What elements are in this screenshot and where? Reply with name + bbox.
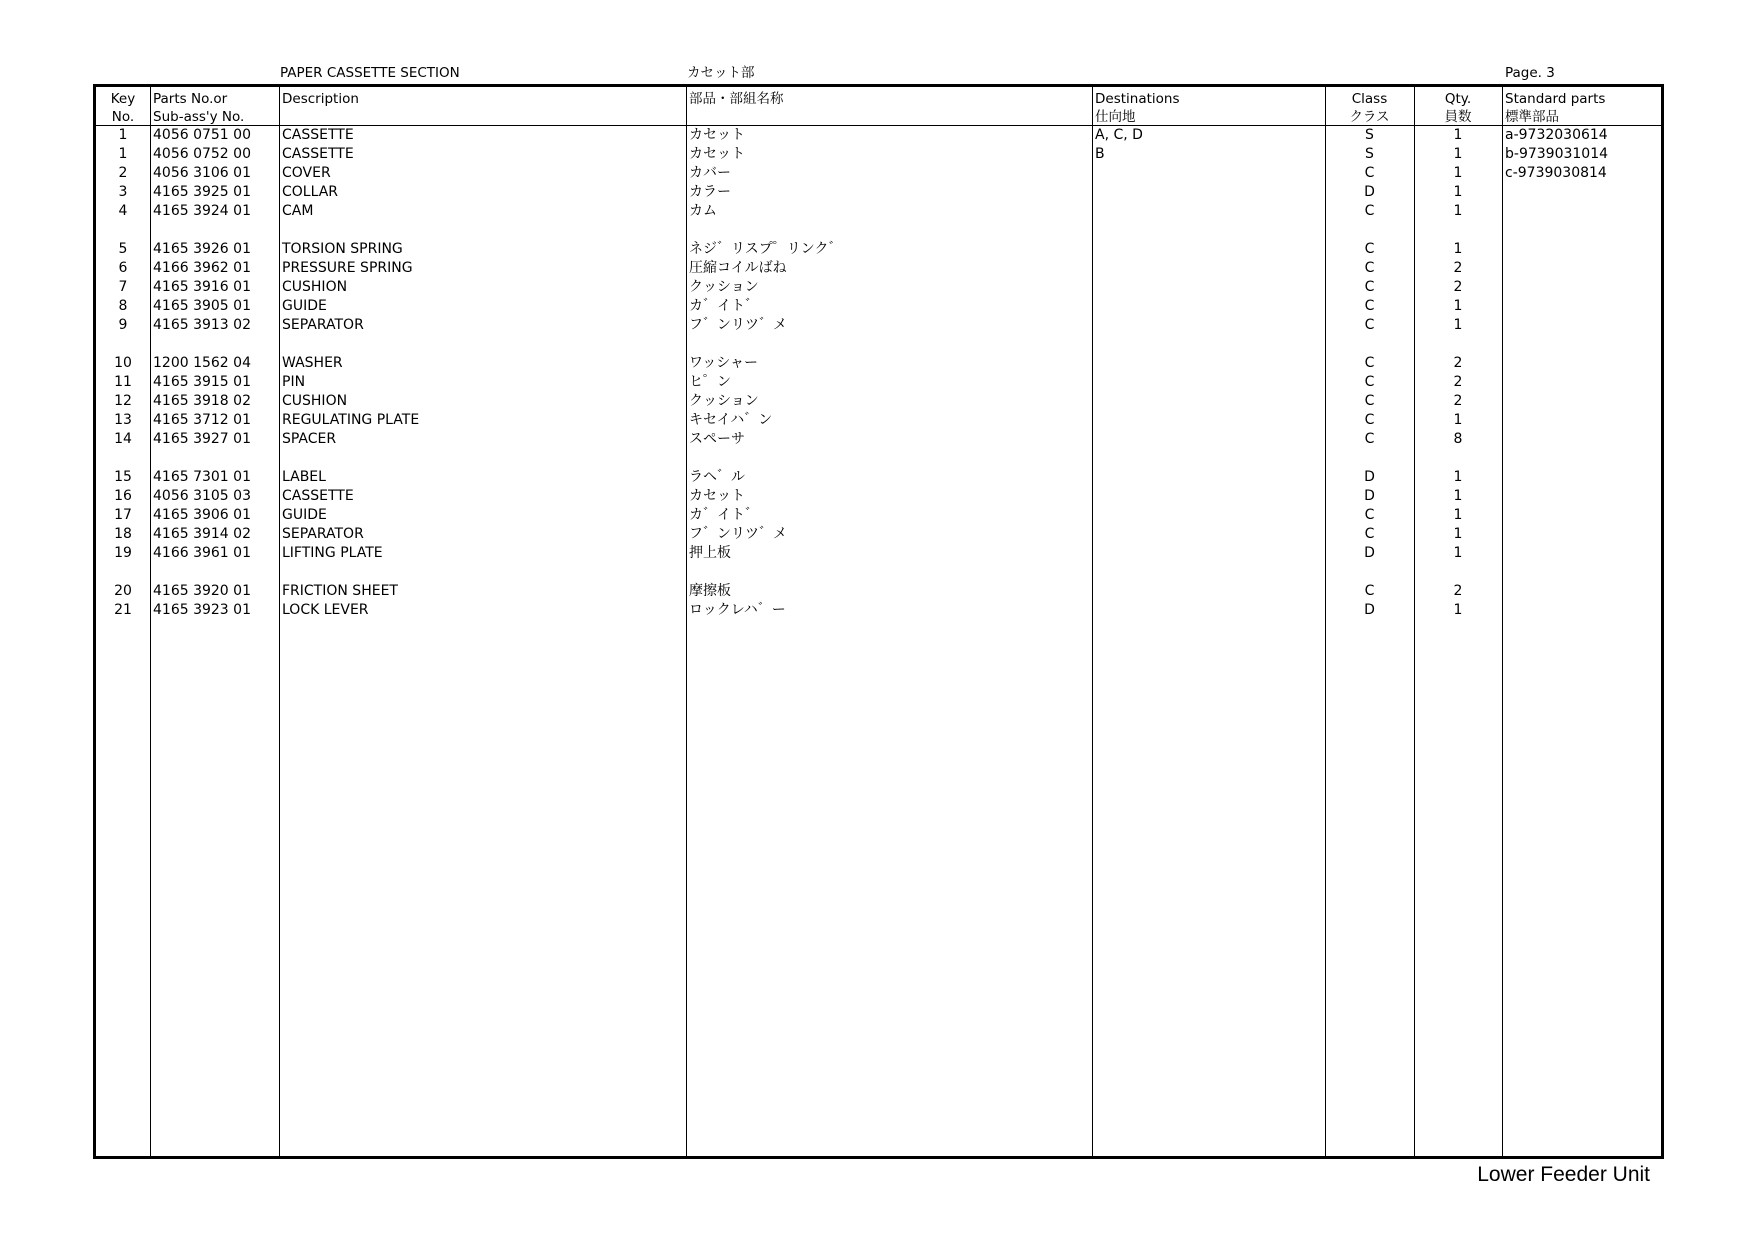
class-cell: S bbox=[1365, 146, 1374, 162]
qty-cell: 1 bbox=[1453, 165, 1463, 181]
description-cell: SPACER bbox=[282, 431, 337, 447]
description-cell: CUSHION bbox=[282, 393, 348, 409]
table-row bbox=[96, 506, 1661, 525]
table-row bbox=[96, 259, 1661, 278]
key-cell: 14 bbox=[114, 431, 132, 447]
key-cell: 16 bbox=[114, 488, 132, 504]
description-cell: CAM bbox=[282, 203, 314, 219]
qty-cell: 1 bbox=[1453, 469, 1463, 485]
class-cell: C bbox=[1364, 203, 1375, 219]
key-cell: 3 bbox=[118, 184, 128, 200]
part-number-cell: 4166 3962 01 bbox=[153, 260, 251, 276]
description-cell: SEPARATOR bbox=[282, 317, 364, 333]
part-number-cell: 4056 3106 01 bbox=[153, 165, 251, 181]
jp-name-cell: ラヘ゛ル bbox=[689, 469, 745, 485]
qty-cell: 1 bbox=[1453, 184, 1463, 200]
jp-name-cell: カバー bbox=[689, 165, 731, 181]
key-cell: 10 bbox=[114, 355, 132, 371]
key-cell: 4 bbox=[118, 203, 128, 219]
description-cell: PIN bbox=[282, 374, 306, 390]
description-cell: LABEL bbox=[282, 469, 326, 485]
header-destinations: Destinations 仕向地 bbox=[1095, 91, 1180, 125]
header-key: Key No. bbox=[110, 91, 136, 125]
table-row bbox=[96, 430, 1661, 449]
parts-table bbox=[93, 84, 1664, 1159]
qty-cell: 2 bbox=[1453, 355, 1463, 371]
table-row bbox=[96, 354, 1661, 373]
header-qty: Qty. 員数 bbox=[1444, 91, 1472, 125]
jp-name-cell: カセット bbox=[689, 127, 745, 143]
qty-cell: 1 bbox=[1453, 203, 1463, 219]
key-cell: 19 bbox=[114, 545, 132, 561]
jp-name-cell: 摩擦板 bbox=[689, 583, 731, 599]
class-cell: C bbox=[1364, 412, 1375, 428]
description-cell: LOCK LEVER bbox=[282, 602, 369, 618]
description-cell: CASSETTE bbox=[282, 146, 354, 162]
table-row bbox=[96, 468, 1661, 487]
jp-name-cell: クッション bbox=[689, 393, 759, 409]
jp-name-cell: フ゛ンリツ゛メ bbox=[689, 526, 787, 542]
part-number-cell: 4165 3905 01 bbox=[153, 298, 251, 314]
table-row bbox=[96, 316, 1661, 335]
table-row bbox=[96, 183, 1661, 202]
qty-cell: 2 bbox=[1453, 583, 1463, 599]
description-cell: CUSHION bbox=[282, 279, 348, 295]
qty-cell: 1 bbox=[1453, 146, 1463, 162]
description-cell: GUIDE bbox=[282, 298, 327, 314]
standard-part-cell: c-9739030814 bbox=[1505, 165, 1607, 181]
description-cell: SEPARATOR bbox=[282, 526, 364, 542]
jp-name-cell: 押上板 bbox=[689, 545, 731, 561]
description-cell: COVER bbox=[282, 165, 331, 181]
table-row bbox=[96, 145, 1661, 164]
class-cell: C bbox=[1364, 507, 1375, 523]
header-description-jp: 部品・部組名称 bbox=[689, 91, 784, 107]
key-cell: 15 bbox=[114, 469, 132, 485]
key-cell: 7 bbox=[118, 279, 128, 295]
class-cell: C bbox=[1364, 583, 1375, 599]
class-cell: D bbox=[1364, 488, 1375, 504]
standard-part-cell: a-9732030614 bbox=[1505, 127, 1608, 143]
jp-name-cell: カ゛イト゛ bbox=[689, 507, 759, 523]
part-number-cell: 4165 7301 01 bbox=[153, 469, 251, 485]
header-class: Class クラス bbox=[1349, 91, 1390, 125]
qty-cell: 1 bbox=[1453, 127, 1463, 143]
jp-name-cell: ネジ゛リスプ゜リンク゛ bbox=[689, 241, 843, 257]
qty-cell: 1 bbox=[1453, 317, 1463, 333]
key-cell: 13 bbox=[114, 412, 132, 428]
description-cell: LIFTING PLATE bbox=[282, 545, 383, 561]
class-cell: D bbox=[1364, 469, 1375, 485]
description-cell: CASSETTE bbox=[282, 488, 354, 504]
class-cell: D bbox=[1364, 602, 1375, 618]
jp-name-cell: 圧縮コイルばね bbox=[689, 260, 787, 276]
key-cell: 17 bbox=[114, 507, 132, 523]
description-cell: COLLAR bbox=[282, 184, 339, 200]
part-number-cell: 4165 3918 02 bbox=[153, 393, 251, 409]
key-cell: 1 bbox=[118, 146, 128, 162]
key-cell: 2 bbox=[118, 165, 128, 181]
jp-name-cell: カラー bbox=[689, 184, 731, 200]
qty-cell: 2 bbox=[1453, 279, 1463, 295]
jp-name-cell: キセイハ゛ン bbox=[689, 412, 773, 428]
jp-name-cell: フ゛ンリツ゛メ bbox=[689, 317, 787, 333]
description-cell: FRICTION SHEET bbox=[282, 583, 398, 599]
class-cell: C bbox=[1364, 526, 1375, 542]
key-cell: 5 bbox=[118, 241, 128, 257]
part-number-cell: 4165 3915 01 bbox=[153, 374, 251, 390]
destination-cell: B bbox=[1095, 146, 1105, 162]
part-number-cell: 4165 3914 02 bbox=[153, 526, 251, 542]
part-number-cell: 4165 3925 01 bbox=[153, 184, 251, 200]
qty-cell: 1 bbox=[1453, 507, 1463, 523]
table-row bbox=[96, 278, 1661, 297]
jp-name-cell: カセット bbox=[689, 488, 745, 504]
standard-part-cell: b-9739031014 bbox=[1505, 146, 1609, 162]
jp-name-cell: スペーサ bbox=[689, 431, 745, 447]
part-number-cell: 4165 3924 01 bbox=[153, 203, 251, 219]
key-cell: 8 bbox=[118, 298, 128, 314]
table-row bbox=[96, 392, 1661, 411]
description-cell: PRESSURE SPRING bbox=[282, 260, 413, 276]
header-parts-no: Parts No.or Sub-ass'y No. bbox=[153, 91, 245, 125]
table-row bbox=[96, 297, 1661, 316]
jp-name-cell: ヒ゜ン bbox=[689, 374, 731, 390]
table-row bbox=[96, 126, 1661, 145]
qty-cell: 1 bbox=[1453, 488, 1463, 504]
key-cell: 20 bbox=[114, 583, 132, 599]
qty-cell: 1 bbox=[1453, 298, 1463, 314]
qty-cell: 8 bbox=[1453, 431, 1463, 447]
table-row bbox=[96, 373, 1661, 392]
part-number-cell: 4165 3906 01 bbox=[153, 507, 251, 523]
key-cell: 12 bbox=[114, 393, 132, 409]
key-cell: 1 bbox=[118, 127, 128, 143]
part-number-cell: 4165 3927 01 bbox=[153, 431, 251, 447]
part-number-cell: 4165 3712 01 bbox=[153, 412, 251, 428]
key-cell: 11 bbox=[114, 374, 132, 390]
header-description: Description bbox=[282, 91, 359, 107]
qty-cell: 1 bbox=[1453, 412, 1463, 428]
jp-name-cell: クッション bbox=[689, 279, 759, 295]
class-cell: C bbox=[1364, 374, 1375, 390]
key-cell: 18 bbox=[114, 526, 132, 542]
qty-cell: 2 bbox=[1453, 393, 1463, 409]
table-row bbox=[96, 240, 1661, 259]
qty-cell: 1 bbox=[1453, 241, 1463, 257]
class-cell: D bbox=[1364, 184, 1375, 200]
description-cell: TORSION SPRING bbox=[282, 241, 403, 257]
qty-cell: 2 bbox=[1453, 374, 1463, 390]
table-row bbox=[96, 582, 1661, 601]
part-number-cell: 1200 1562 04 bbox=[153, 355, 251, 371]
part-number-cell: 4056 3105 03 bbox=[153, 488, 251, 504]
description-cell: REGULATING PLATE bbox=[282, 412, 420, 428]
key-cell: 21 bbox=[114, 602, 132, 618]
class-cell: S bbox=[1365, 127, 1374, 143]
jp-name-cell: カセット bbox=[689, 146, 745, 162]
table-row bbox=[96, 202, 1661, 221]
part-number-cell: 4165 3923 01 bbox=[153, 602, 251, 618]
class-cell: C bbox=[1364, 431, 1375, 447]
qty-cell: 1 bbox=[1453, 526, 1463, 542]
table-row bbox=[96, 411, 1661, 430]
part-number-cell: 4166 3961 01 bbox=[153, 545, 251, 561]
class-cell: C bbox=[1364, 317, 1375, 333]
description-cell: CASSETTE bbox=[282, 127, 354, 143]
part-number-cell: 4165 3916 01 bbox=[153, 279, 251, 295]
section-title-en: PAPER CASSETTE SECTION bbox=[280, 65, 460, 81]
jp-name-cell: カム bbox=[689, 203, 717, 219]
class-cell: C bbox=[1364, 393, 1375, 409]
part-number-cell: 4165 3926 01 bbox=[153, 241, 251, 257]
table-row bbox=[96, 164, 1661, 183]
part-number-cell: 4165 3913 02 bbox=[153, 317, 251, 333]
header-standard-parts: Standard parts 標準部品 bbox=[1505, 91, 1606, 125]
class-cell: C bbox=[1364, 298, 1375, 314]
page-number: Page. 3 bbox=[1505, 65, 1555, 81]
description-cell: WASHER bbox=[282, 355, 343, 371]
table-row bbox=[96, 544, 1661, 563]
jp-name-cell: ロックレハ゛ー bbox=[689, 602, 786, 618]
jp-name-cell: カ゛イト゛ bbox=[689, 298, 759, 314]
class-cell: C bbox=[1364, 260, 1375, 276]
jp-name-cell: ワッシャー bbox=[689, 355, 759, 371]
table-row bbox=[96, 601, 1661, 620]
key-cell: 6 bbox=[118, 260, 128, 276]
description-cell: GUIDE bbox=[282, 507, 327, 523]
qty-cell: 2 bbox=[1453, 260, 1463, 276]
table-row bbox=[96, 525, 1661, 544]
section-title-jp: カセット部 bbox=[687, 65, 755, 81]
destination-cell: A, C, D bbox=[1095, 127, 1143, 143]
key-cell: 9 bbox=[118, 317, 128, 333]
qty-cell: 1 bbox=[1453, 545, 1463, 561]
unit-name: Lower Feeder Unit bbox=[1477, 1163, 1650, 1186]
table-row bbox=[96, 487, 1661, 506]
part-number-cell: 4165 3920 01 bbox=[153, 583, 251, 599]
qty-cell: 1 bbox=[1453, 602, 1463, 618]
class-cell: D bbox=[1364, 545, 1375, 561]
part-number-cell: 4056 0751 00 bbox=[153, 127, 251, 143]
class-cell: C bbox=[1364, 279, 1375, 295]
part-number-cell: 4056 0752 00 bbox=[153, 146, 251, 162]
class-cell: C bbox=[1364, 241, 1375, 257]
class-cell: C bbox=[1364, 355, 1375, 371]
class-cell: C bbox=[1364, 165, 1375, 181]
